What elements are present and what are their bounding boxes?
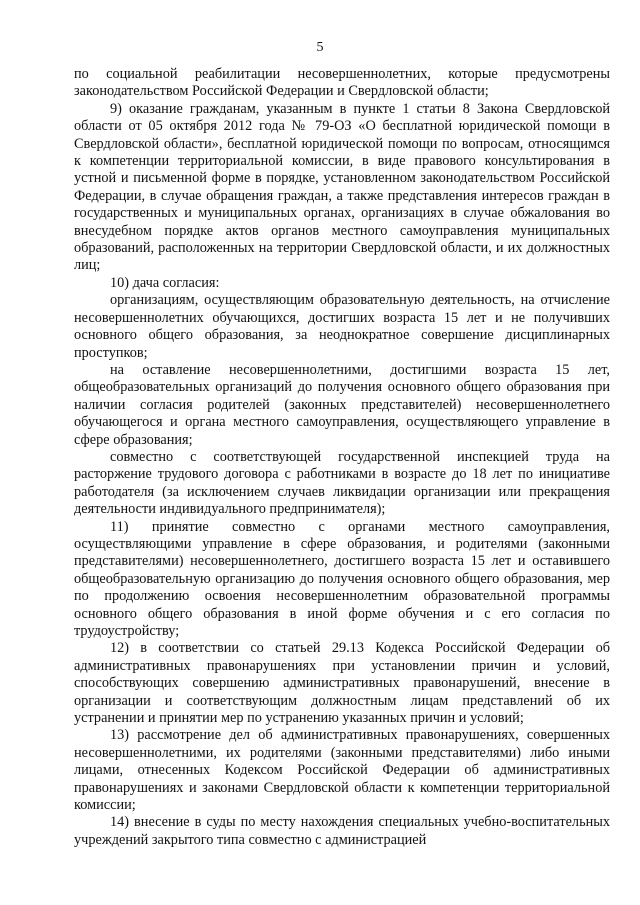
page-number: 5 <box>316 40 324 55</box>
paragraph-item-11: 11) принятие совместно с органами местного самоуправления, осуществляющими управление в сфере образования, и родителями (законными представителями) несовершеннолетнего, достигшего возраста 15 лет и оставившего общеобразовательную организацию до получения основного общего образования, мер по продолжению освоения несовершеннолетним образовательной программы основного общего образования в иной форме обучения и с его согласия по трудоустройству; <box>74 518 610 639</box>
paragraph-continuation: по социальной реабилитации несовершеннолетних, которые предусмотрены законодательством Российской Федерации и Свердловской области; <box>74 66 610 100</box>
paragraph-item-10-leaving-school: на оставление несовершеннолетними, достигшими возраста 15 лет, общеобразовательных организаций до получения основного общего образования при наличии согласия родителей (законных представителей) несовершеннолетнего обучающегося и органа местного самоуправления, осуществляющего управление в сфере образования; <box>74 361 610 448</box>
document-body <box>74 66 610 849</box>
paragraph-item-10: 10) дача согласия: <box>110 274 220 291</box>
paragraph-item-9: 9) оказание гражданам, указанным в пункте 1 статьи 8 Закона Свердловской области от 05 октября 2012 года № 79-ОЗ «О бесплатной юридической помощи в Свердловской области», бесплатной юридической помощи по вопросам, относящимся к компетенции территориальной комиссии, в виде правового консультирования в устной и письменной форме в порядке, установленном законодательством Российской Федерации, в случае обращения граждан, а также представления интересов граждан в государственных и муниципальных органах, организациях в случае обжалования во внесудебном порядке актов органов местного самоуправления муниципальных образований, расположенных на территории Свердловской области, и их должностных лиц; <box>74 100 610 274</box>
paragraph-item-10-labor-contract: совместно с соответствующей государственной инспекцией труда на расторжение трудового договора с работниками в возрасте до 18 лет по инициативе работодателя (за исключением случаев ликвидации организации или прекращения деятельности индивидуального предпринимателя); <box>74 448 610 518</box>
paragraph-item-12: 12) в соответствии со статьей 29.13 Кодекса Российской Федерации об административных правонарушениях при установлении причин и условий, способствующих совершению административных правонарушений, внесение в организации и соответствующим должностным лицам представлений об их устранении и принятии мер по устранению указанных причин и условий; <box>74 640 610 727</box>
paragraph-item-10-organizations: организациям, осуществляющим образовательную деятельность, на отчисление несовершеннолетних обучающихся, достигших возраста 15 лет и не получивших основного общего образования, за неоднократное совершение дисциплинарных проступков; <box>74 292 610 361</box>
paragraph-item-14: 14) внесение в суды по месту нахождения специальных учебно-воспитательных учреждений закрытого типа совместно с администрацией <box>74 814 610 848</box>
paragraph-item-13: 13) рассмотрение дел об административных правонарушениях, совершенных несовершеннолетними, их родителями (законными представителями) либо иными лицами, отнесенных Кодексом Российской Федерации об административных правонарушениях и законами Свердловской области к компетенции территориальной комиссии; <box>74 727 610 814</box>
